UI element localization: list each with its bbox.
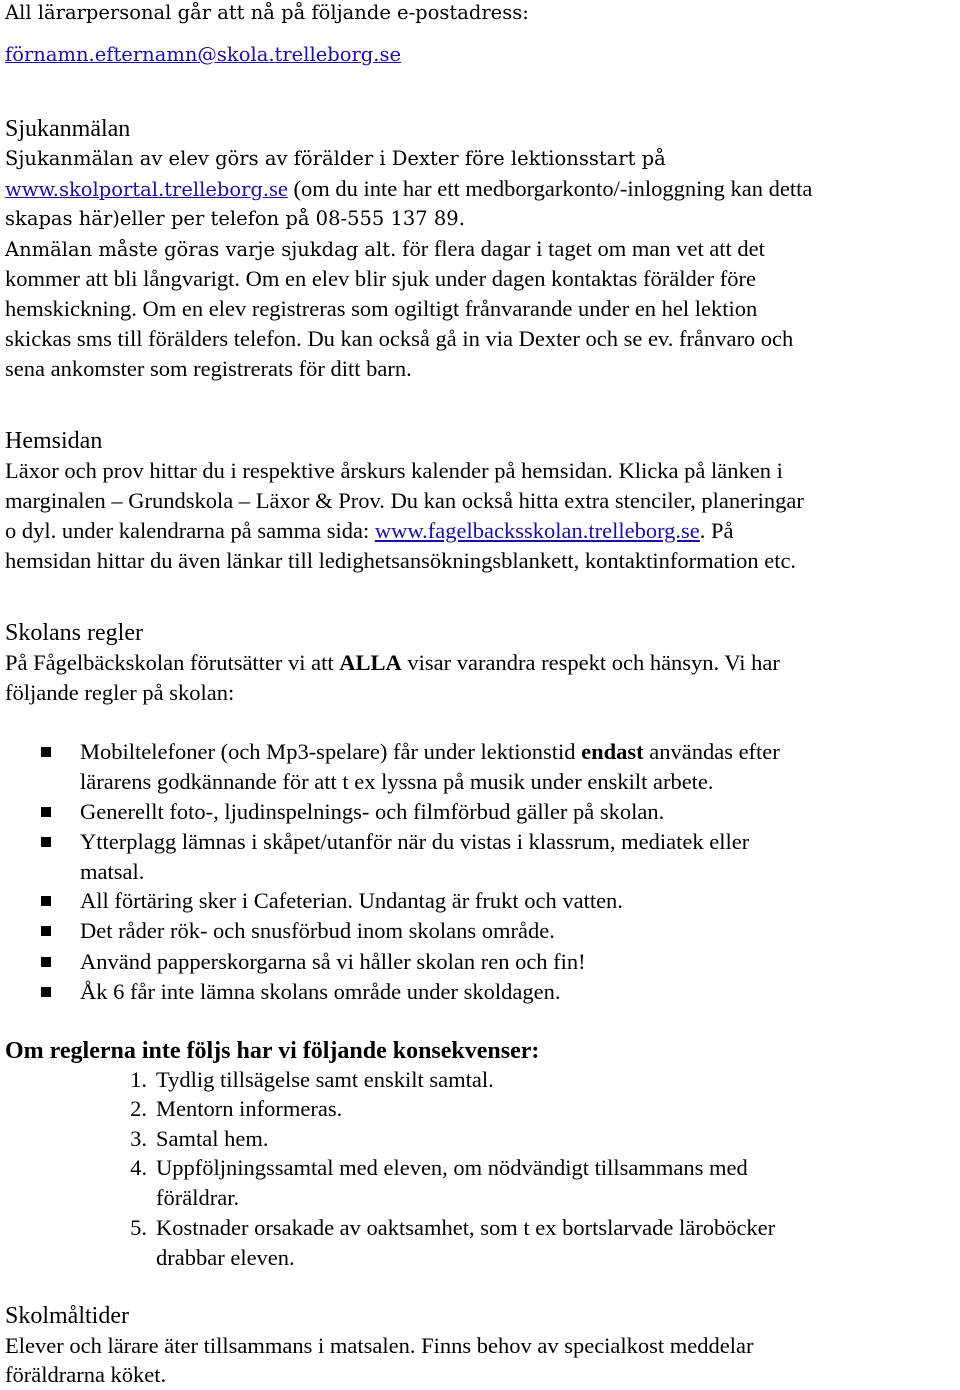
list-number: 1.	[130, 1067, 147, 1092]
skolportal-link[interactable]: www.skolportal.trelleborg.se	[5, 176, 288, 201]
skolmaltider-heading: Skolmåltider	[5, 1303, 129, 1329]
list-item: Generellt foto-, ljudinspelnings- och filmförbud gäller på skolan.	[80, 799, 665, 824]
list-item: Använd papperskorgarna så vi håller skolan ren och fin!	[80, 949, 586, 974]
fagelbacksskolan-link[interactable]: www.fagelbacksskolan.trelleborg.se	[374, 518, 700, 543]
bullet-marker	[41, 837, 51, 847]
list-item: Mobiltelefoner (och Mp3-spelare) får under lektionstid endast användas efter	[80, 739, 780, 764]
list-item-continued: föräldrar.	[156, 1185, 240, 1210]
bullet-marker	[41, 987, 51, 997]
paragraph-line: På Fågelbäckskolan förutsätter vi att ALLA visar varandra respekt och hänsyn. Vi har	[5, 650, 780, 675]
paragraph-line: Sjukanmälan av elev görs av förälder i Dexter före lektionsstart på	[5, 147, 666, 170]
list-number: 3.	[130, 1126, 147, 1151]
intro-text: All lärarpersonal går att nå på följande e-postadress:	[5, 1, 529, 24]
paragraph-line: föräldrarna köket.	[5, 1362, 167, 1387]
email-link[interactable]: förnamn.efternamn@skola.trelleborg.se	[5, 43, 402, 66]
paragraph-line: o dyl. under kalendrarna på samma sida: www.fagelbacksskolan.trelleborg.se. På	[5, 518, 734, 543]
paragraph-line: sena ankomster som registrerats för ditt barn.	[5, 356, 412, 381]
list-item: Uppföljningssamtal med eleven, om nödvändigt tillsammans med	[156, 1155, 748, 1180]
paragraph-line: Anmälan måste göras varje sjukdag alt. för flera dagar i taget om man vet att det	[5, 236, 765, 261]
paragraph-line: följande regler på skolan:	[5, 680, 235, 705]
list-item: Tydlig tillsägelse samt enskilt samtal.	[156, 1067, 494, 1092]
list-number: 4.	[130, 1155, 147, 1180]
list-item-continued: matsal.	[80, 859, 145, 884]
regler-heading: Skolans regler	[5, 620, 143, 646]
bullet-marker	[41, 807, 51, 817]
list-item-continued: lärarens godkännande för att t ex lyssna på musik under enskilt arbete.	[80, 769, 714, 794]
bullet-marker	[41, 926, 51, 936]
sjukanmalan-heading: Sjukanmälan	[5, 116, 131, 142]
paragraph-line: hemsidan hittar du även länkar till ledighetsansökningsblankett, kontaktinformation etc.	[5, 548, 797, 573]
list-item: All förtäring sker i Cafeterian. Undantag är frukt och vatten.	[80, 888, 623, 913]
list-number: 2.	[130, 1096, 147, 1121]
paragraph-line: www.skolportal.trelleborg.se (om du inte har ett medborgarkonto/-inloggning kan detta	[5, 176, 813, 201]
list-item: Mentorn informeras.	[156, 1096, 343, 1121]
list-item-continued: drabbar eleven.	[156, 1245, 295, 1270]
bullet-marker	[41, 957, 51, 967]
paragraph-line: Elever och lärare äter tillsammans i matsalen. Finns behov av specialkost meddelar	[5, 1333, 754, 1358]
paragraph-line: skapas här)eller per telefon på 08-555 137 89.	[5, 207, 465, 230]
email-address[interactable]	[5, 40, 401, 70]
list-item: Åk 6 får inte lämna skolans område under skoldagen.	[80, 979, 561, 1004]
bullet-marker	[41, 896, 51, 906]
list-item: Kostnader orsakade av oaktsamhet, som t ex bortslarvade läroböcker	[156, 1215, 776, 1240]
paragraph-line: marginalen – Grundskola – Läxor & Prov. Du kan också hitta extra stenciler, planeringar	[5, 488, 804, 513]
list-number: 5.	[130, 1215, 147, 1240]
paragraph-line: Läxor och prov hittar du i respektive årskurs kalender på hemsidan. Klicka på länken i	[5, 458, 783, 483]
paragraph-line: skickas sms till förälders telefon. Du kan också gå in via Dexter och se ev. frånvaro och	[5, 326, 794, 351]
list-item: Det råder rök- och snusförbud inom skolans område.	[80, 918, 555, 943]
bullet-marker	[41, 747, 51, 757]
paragraph-line: kommer att bli långvarigt. Om en elev blir sjuk under dagen kontaktas förälder före	[5, 266, 757, 291]
konsekvenser-heading: Om reglerna inte följs har vi följande konsekvenser:	[5, 1038, 540, 1064]
list-item: Samtal hem.	[156, 1126, 269, 1151]
paragraph-line: hemskickning. Om en elev registreras som ogiltigt frånvarande under en hel lektion	[5, 296, 758, 321]
hemsidan-heading: Hemsidan	[5, 428, 103, 454]
list-item: Ytterplagg lämnas i skåpet/utanför när du vistas i klassrum, mediatek eller	[80, 829, 750, 854]
